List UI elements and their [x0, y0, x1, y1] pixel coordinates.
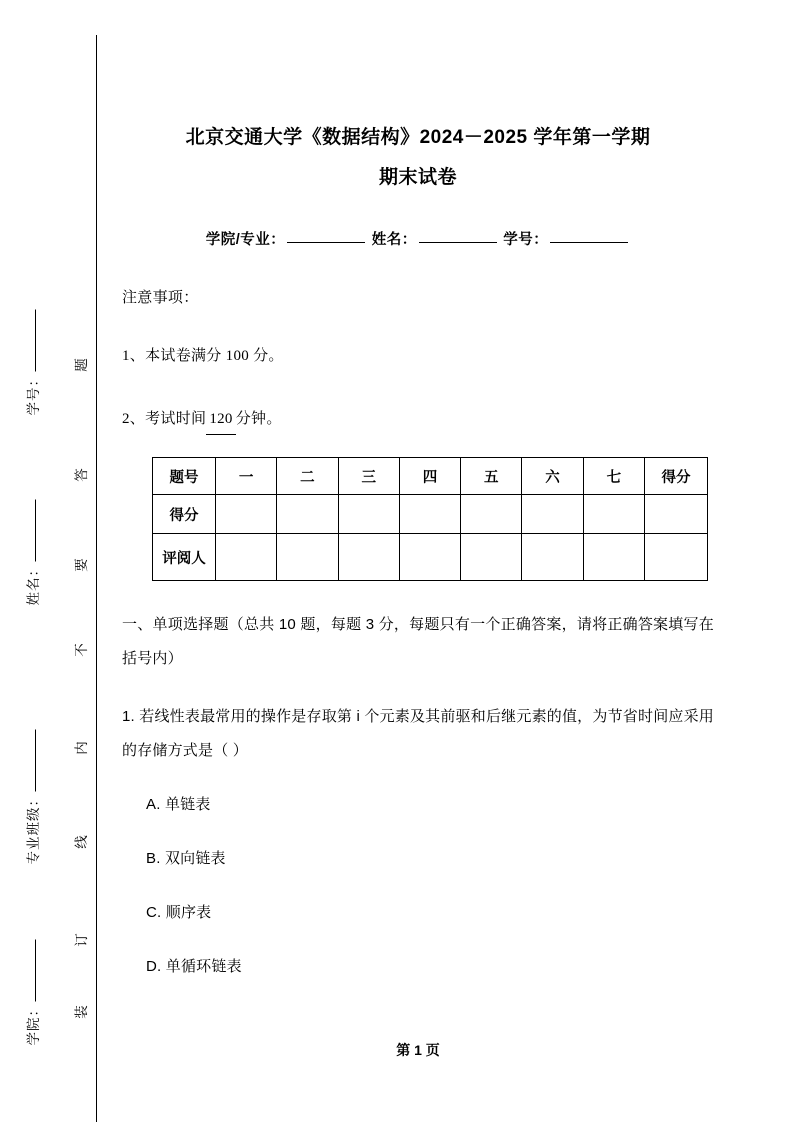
- score-table-header-cell: 得分: [645, 458, 708, 495]
- exam-title-line-1: 北京交通大学《数据结构》2024－2025 学年第一学期: [185, 127, 651, 148]
- seal-line-char: 答: [74, 468, 89, 482]
- score-cell[interactable]: [522, 495, 583, 534]
- seal-line-char: 要: [74, 558, 89, 572]
- page-title: [122, 118, 714, 198]
- grader-cell-total[interactable]: [645, 534, 708, 581]
- binding-field-name: [22, 500, 42, 606]
- score-cell-total[interactable]: [645, 495, 708, 534]
- binding-field-department-blank[interactable]: [35, 940, 36, 1002]
- score-row-label: 得分: [153, 495, 216, 534]
- score-cell[interactable]: [338, 495, 399, 534]
- grader-cell[interactable]: [216, 534, 277, 581]
- score-cell[interactable]: [583, 495, 644, 534]
- score-table-header-cell: 二: [277, 458, 338, 495]
- score-cell[interactable]: [399, 495, 460, 534]
- notice-item-1: 1、本试卷满分 100 分。: [122, 348, 284, 364]
- grader-cell[interactable]: [277, 534, 338, 581]
- score-cell[interactable]: [461, 495, 522, 534]
- table-row: [153, 495, 708, 534]
- question-1-option-b[interactable]: B. 双向链表: [146, 850, 226, 867]
- notice-item-2-prefix: 2、考试时间: [122, 411, 207, 427]
- score-cell[interactable]: [277, 495, 338, 534]
- binding-student-info-column: [0, 0, 70, 1122]
- seal-line-char: 题: [74, 358, 89, 372]
- department-major-label: 学院/专业：: [205, 232, 286, 248]
- score-table: [152, 457, 708, 581]
- score-table-header-cell: 题号: [153, 458, 216, 495]
- exam-duration-value[interactable]: 120: [206, 404, 235, 435]
- seal-line-char: 内: [74, 741, 89, 755]
- student-id-label: 学号：: [503, 232, 549, 248]
- seal-line-char: 线: [74, 835, 89, 849]
- department-major-input[interactable]: [287, 242, 365, 243]
- student-id-input[interactable]: [550, 242, 628, 243]
- binding-field-class: [22, 730, 42, 865]
- question-1-option-d[interactable]: D. 单循环链表: [146, 958, 242, 975]
- table-row-header: [153, 458, 708, 495]
- score-table-header-cell: 五: [461, 458, 522, 495]
- binding-field-name-blank[interactable]: [35, 500, 36, 562]
- binding-field-department: [22, 940, 42, 1046]
- grader-cell[interactable]: [461, 534, 522, 581]
- score-table-header-cell: 三: [338, 458, 399, 495]
- name-label: 姓名：: [371, 232, 417, 248]
- binding-field-student-id: [22, 310, 42, 416]
- seal-line-char: 装: [74, 1005, 89, 1019]
- notice-item-2-suffix: 分钟。: [235, 411, 282, 427]
- seal-line-char: 不: [74, 643, 89, 657]
- seal-line-char: 订: [74, 933, 89, 947]
- binding-field-class-label: 专业班级：: [26, 792, 41, 865]
- binding-margin: [0, 0, 100, 1122]
- score-table-header-cell: 四: [399, 458, 460, 495]
- binding-field-department-label: 学院：: [26, 1002, 41, 1046]
- section-1-heading: 一、单项选择题（总共 10 题，每题 3 分，每题只有一个正确答案，请将正确答案填写在括号内）: [122, 616, 714, 667]
- notice-item-2: [122, 404, 714, 435]
- grader-cell[interactable]: [522, 534, 583, 581]
- score-table-header-cell: 一: [216, 458, 277, 495]
- question-1-options: [146, 792, 706, 1008]
- binding-seal-line-column: [62, 0, 98, 1122]
- notice-heading: 注意事项：: [122, 290, 199, 306]
- name-input[interactable]: [419, 242, 497, 243]
- binding-field-student-id-label: 学号：: [26, 372, 41, 416]
- page-footer: 第 1 页: [396, 1042, 440, 1058]
- grader-row-label: 评阅人: [153, 534, 216, 581]
- grader-cell[interactable]: [338, 534, 399, 581]
- exam-paper-body: [122, 0, 722, 1122]
- score-table-header-cell: 七: [583, 458, 644, 495]
- grader-cell[interactable]: [399, 534, 460, 581]
- binding-field-name-label: 姓名：: [26, 562, 41, 606]
- student-fields-line: [122, 228, 714, 249]
- binding-field-student-id-blank[interactable]: [35, 310, 36, 372]
- question-1-option-a[interactable]: A. 单链表: [146, 796, 211, 813]
- exam-title-line-2: 期末试卷: [378, 167, 457, 188]
- score-table-header-cell: 六: [522, 458, 583, 495]
- question-1-text: 1. 若线性表最常用的操作是存取第 i 个元素及其前驱和后继元素的值，为节省时间应采用的存储方式是（ ）: [122, 708, 714, 759]
- score-cell[interactable]: [216, 495, 277, 534]
- table-row: [153, 534, 708, 581]
- grader-cell[interactable]: [583, 534, 644, 581]
- binding-field-class-blank[interactable]: [35, 730, 36, 792]
- question-1-option-c[interactable]: C. 顺序表: [146, 904, 212, 921]
